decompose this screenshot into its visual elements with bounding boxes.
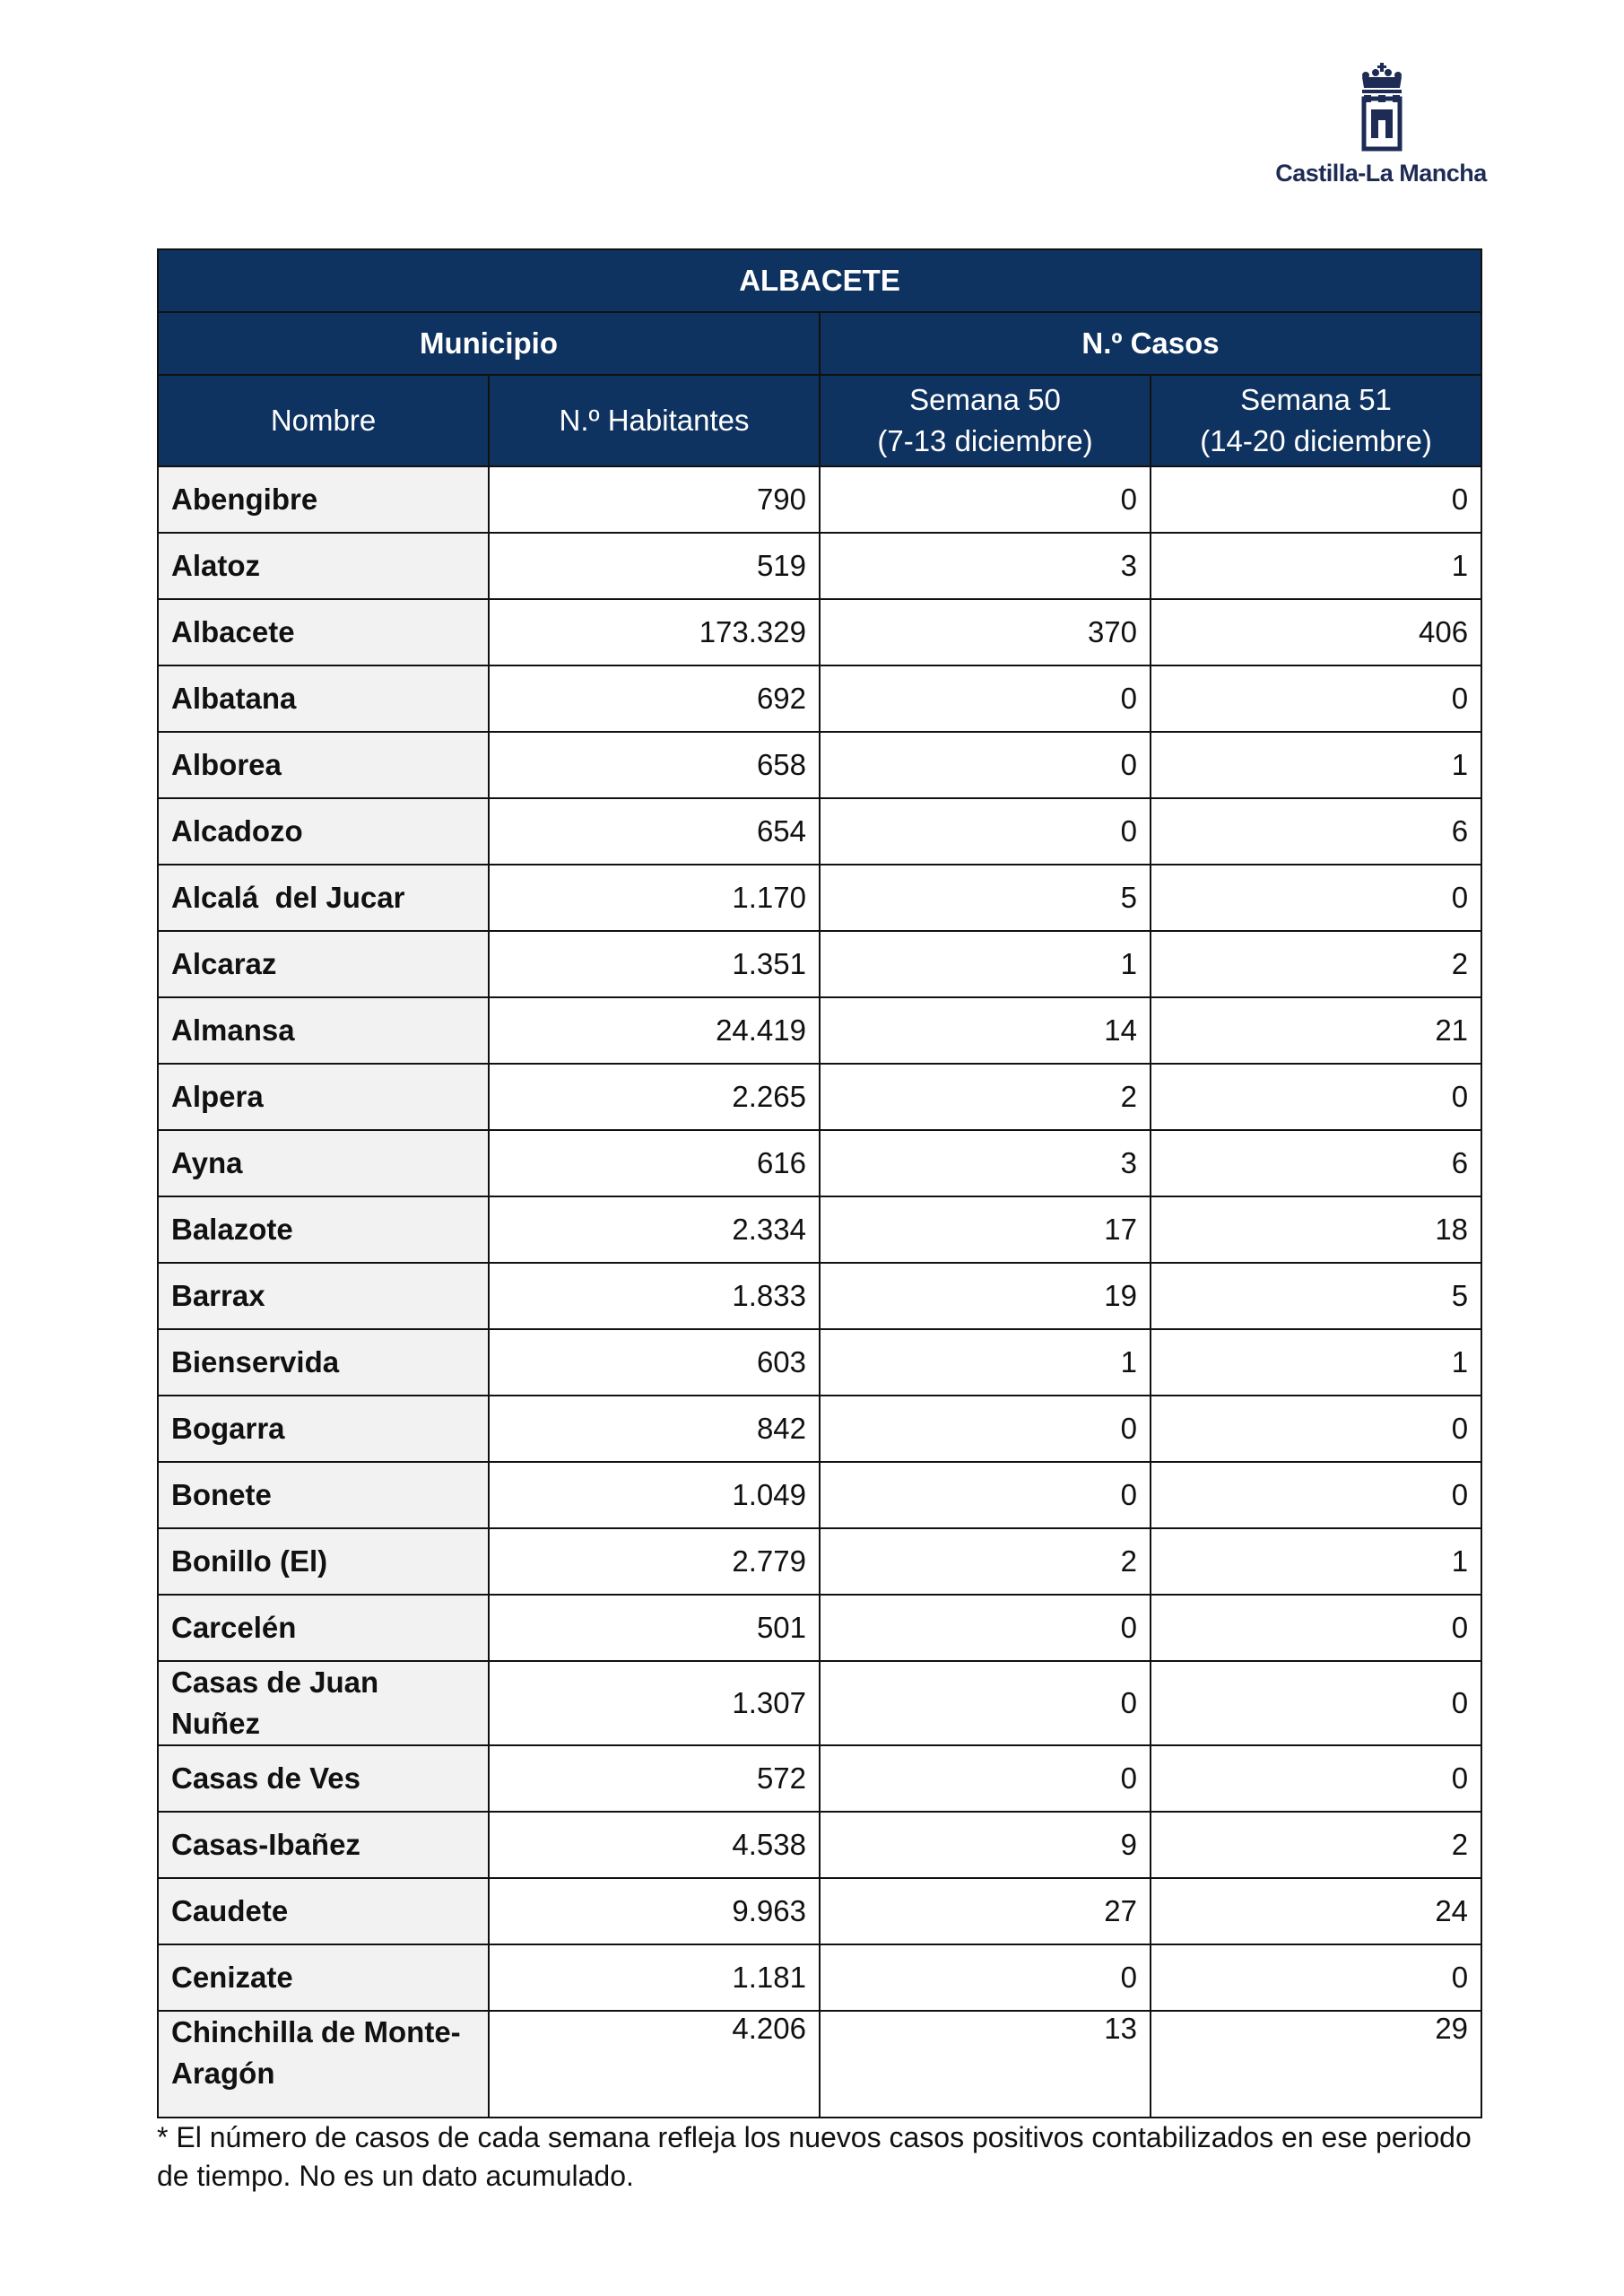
cell-nombre: Caudete (158, 1878, 489, 1944)
cell-habitantes: 603 (489, 1329, 820, 1396)
cell-nombre: Albatana (158, 665, 489, 732)
cell-semana50: 0 (820, 1462, 1151, 1528)
cell-nombre: Chinchilla de Monte-Aragón (158, 2011, 489, 2118)
cell-semana51: 1 (1151, 1329, 1481, 1396)
semana51-dates: (14-20 diciembre) (1200, 424, 1432, 457)
cell-habitantes: 2.779 (489, 1528, 820, 1595)
cell-semana51: 5 (1151, 1263, 1481, 1329)
cell-nombre: Casas de Ves (158, 1745, 489, 1812)
cell-semana51: 18 (1151, 1196, 1481, 1263)
cell-semana51: 29 (1151, 2011, 1481, 2118)
cell-semana51: 0 (1151, 1396, 1481, 1462)
cell-habitantes: 658 (489, 732, 820, 798)
table-row (158, 1812, 1481, 1878)
castle-crown-emblem-icon (1357, 63, 1407, 152)
cell-nombre: Alatoz (158, 533, 489, 599)
cell-nombre: Albacete (158, 599, 489, 665)
table-row (158, 1878, 1481, 1944)
cell-semana50: 0 (820, 1944, 1151, 2011)
table-row (158, 865, 1481, 931)
table-row (158, 1130, 1481, 1196)
cell-semana50: 0 (820, 1661, 1151, 1745)
cell-habitantes: 24.419 (489, 997, 820, 1064)
cell-semana51: 24 (1151, 1878, 1481, 1944)
cell-habitantes: 173.329 (489, 599, 820, 665)
cell-nombre: Casas-Ibañez (158, 1812, 489, 1878)
cell-habitantes: 616 (489, 1130, 820, 1196)
table-body (158, 466, 1481, 2118)
cell-semana50: 1 (820, 1329, 1151, 1396)
cell-habitantes: 2.265 (489, 1064, 820, 1130)
semana51-label: Semana 51 (1240, 383, 1392, 416)
table-row (158, 798, 1481, 865)
cell-nombre: Casas de Juan Nuñez (158, 1661, 489, 1745)
cell-nombre: Cenizate (158, 1944, 489, 2011)
column-header-semana50 (820, 375, 1151, 466)
cell-semana51: 21 (1151, 997, 1481, 1064)
table-row (158, 931, 1481, 997)
cell-semana51: 1 (1151, 533, 1481, 599)
table-title: ALBACETE (158, 249, 1481, 312)
cell-nombre: Alborea (158, 732, 489, 798)
cell-habitantes: 572 (489, 1745, 820, 1812)
cell-semana50: 0 (820, 1745, 1151, 1812)
cell-nombre: Alpera (158, 1064, 489, 1130)
cell-semana50: 0 (820, 1595, 1151, 1661)
cell-semana51: 0 (1151, 865, 1481, 931)
table-row (158, 1329, 1481, 1396)
column-header-habitantes: N.º Habitantes (489, 375, 820, 466)
table-row (158, 1064, 1481, 1130)
group-header-casos: N.º Casos (820, 312, 1481, 375)
table-row (158, 1196, 1481, 1263)
cell-habitantes: 1.833 (489, 1263, 820, 1329)
cell-semana51: 2 (1151, 931, 1481, 997)
cell-habitantes: 4.538 (489, 1812, 820, 1878)
table-row (158, 732, 1481, 798)
cell-nombre: Abengibre (158, 466, 489, 533)
semana50-dates: (7-13 diciembre) (877, 424, 1093, 457)
cell-semana51: 406 (1151, 599, 1481, 665)
cell-habitantes: 9.963 (489, 1878, 820, 1944)
cell-semana51: 0 (1151, 466, 1481, 533)
table-row (158, 1661, 1481, 1745)
table-row (158, 1396, 1481, 1462)
cell-semana51: 0 (1151, 1595, 1481, 1661)
cell-nombre: Ayna (158, 1130, 489, 1196)
cell-semana50: 17 (820, 1196, 1151, 1263)
cell-semana51: 1 (1151, 1528, 1481, 1595)
cell-semana50: 5 (820, 865, 1151, 931)
cell-semana50: 0 (820, 1396, 1151, 1462)
cell-habitantes: 4.206 (489, 2011, 820, 2118)
cell-nombre: Alcaraz (158, 931, 489, 997)
cell-semana50: 0 (820, 466, 1151, 533)
cell-habitantes: 1.181 (489, 1944, 820, 2011)
footnote: * El número de casos de cada semana refleja los nuevos casos positivos contabilizados en ese periodo de tiempo. No es un dato acumulado. (157, 2121, 1472, 2192)
cell-habitantes: 842 (489, 1396, 820, 1462)
table-row (158, 1595, 1481, 1661)
cell-habitantes: 1.170 (489, 865, 820, 931)
cell-semana50: 14 (820, 997, 1151, 1064)
table-row (158, 1263, 1481, 1329)
cell-semana51: 6 (1151, 798, 1481, 865)
cell-semana51: 0 (1151, 1944, 1481, 2011)
logo-text: Castilla-La Mancha (1275, 160, 1487, 187)
table-row (158, 466, 1481, 533)
table-row (158, 599, 1481, 665)
column-header-nombre: Nombre (158, 375, 489, 466)
cell-habitantes: 1.307 (489, 1661, 820, 1745)
cell-semana51: 0 (1151, 1661, 1481, 1745)
cases-table (157, 248, 1482, 2118)
cell-semana50: 3 (820, 1130, 1151, 1196)
cell-semana51: 0 (1151, 1064, 1481, 1130)
cell-habitantes: 692 (489, 665, 820, 732)
cell-nombre: Balazote (158, 1196, 489, 1263)
table-row (158, 1462, 1481, 1528)
cell-habitantes: 654 (489, 798, 820, 865)
cell-nombre: Almansa (158, 997, 489, 1064)
table-row (158, 1528, 1481, 1595)
cell-semana50: 13 (820, 2011, 1151, 2118)
cell-habitantes: 519 (489, 533, 820, 599)
cell-semana51: 0 (1151, 1462, 1481, 1528)
table-row (158, 665, 1481, 732)
cell-nombre: Bonillo (El) (158, 1528, 489, 1595)
cell-habitantes: 2.334 (489, 1196, 820, 1263)
cell-semana50: 0 (820, 798, 1151, 865)
table-row (158, 1944, 1481, 2011)
cell-habitantes: 790 (489, 466, 820, 533)
cell-nombre: Bonete (158, 1462, 489, 1528)
cell-nombre: Alcadozo (158, 798, 489, 865)
table-row (158, 997, 1481, 1064)
cell-semana50: 370 (820, 599, 1151, 665)
column-header-semana51 (1151, 375, 1481, 466)
cell-semana50: 0 (820, 732, 1151, 798)
cell-nombre: Barrax (158, 1263, 489, 1329)
cell-semana50: 9 (820, 1812, 1151, 1878)
cell-semana50: 27 (820, 1878, 1151, 1944)
cell-habitantes: 1.351 (489, 931, 820, 997)
cell-semana51: 0 (1151, 1745, 1481, 1812)
table-row (158, 1745, 1481, 1812)
cell-habitantes: 501 (489, 1595, 820, 1661)
cell-semana51: 0 (1151, 665, 1481, 732)
logo (1273, 63, 1489, 193)
cell-semana50: 2 (820, 1064, 1151, 1130)
cell-semana50: 3 (820, 533, 1151, 599)
cell-semana50: 0 (820, 665, 1151, 732)
cell-nombre: Bienservida (158, 1329, 489, 1396)
cell-semana51: 1 (1151, 732, 1481, 798)
cell-semana51: 2 (1151, 1812, 1481, 1878)
cell-semana51: 6 (1151, 1130, 1481, 1196)
cell-semana50: 19 (820, 1263, 1151, 1329)
cell-nombre: Carcelén (158, 1595, 489, 1661)
table-row (158, 2011, 1481, 2118)
cell-semana50: 1 (820, 931, 1151, 997)
semana50-label: Semana 50 (909, 383, 1061, 416)
cell-nombre: Alcalá del Jucar (158, 865, 489, 931)
group-header-municipio: Municipio (158, 312, 820, 375)
table-row (158, 533, 1481, 599)
cell-habitantes: 1.049 (489, 1462, 820, 1528)
cell-semana50: 2 (820, 1528, 1151, 1595)
cell-nombre: Bogarra (158, 1396, 489, 1462)
